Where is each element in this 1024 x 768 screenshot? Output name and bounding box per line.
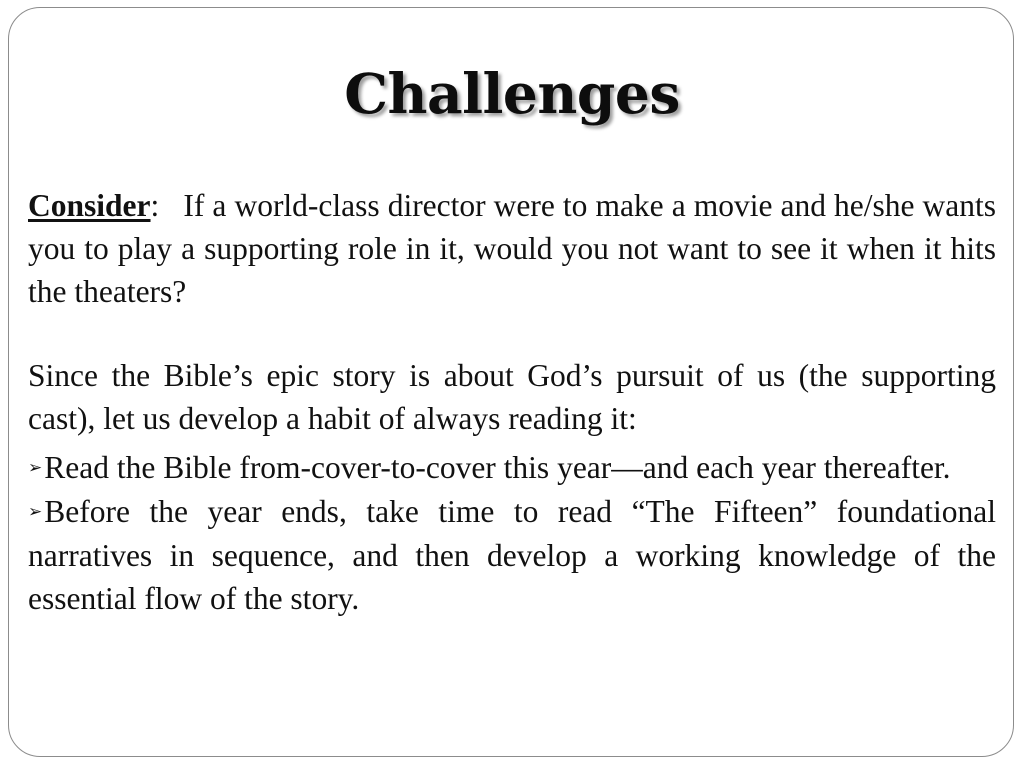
bullet-item-the-fifteen xyxy=(28,490,996,620)
consider-label: Consider xyxy=(28,188,151,223)
arrow-bullet-icon: ➢ xyxy=(28,458,43,478)
slide-body xyxy=(28,184,996,620)
consider-paragraph xyxy=(28,184,996,313)
bullet-text: Before the year ends, take time to read “The Fifteen” foundational narratives in sequence, and then develop a working knowledge of the essential flow of the story. xyxy=(28,494,996,616)
bullet-text: Read the Bible from-cover-to-cover this year—and each year thereafter. xyxy=(44,450,951,485)
slide-title: Challenges xyxy=(344,61,680,126)
consider-colon: : xyxy=(150,188,160,223)
bullet-item-read-cover-to-cover xyxy=(28,446,996,490)
consider-text: If a world-class director were to make a movie and he/she wants you to play a supporting role in it, would you not want to see it when it hits the theaters? xyxy=(28,188,997,309)
reading-habit-paragraph: Since the Bible’s epic story is about God’s pursuit of us (the supporting cast), let us develop a habit of always reading it: xyxy=(28,358,996,436)
arrow-bullet-icon: ➢ xyxy=(28,502,43,522)
